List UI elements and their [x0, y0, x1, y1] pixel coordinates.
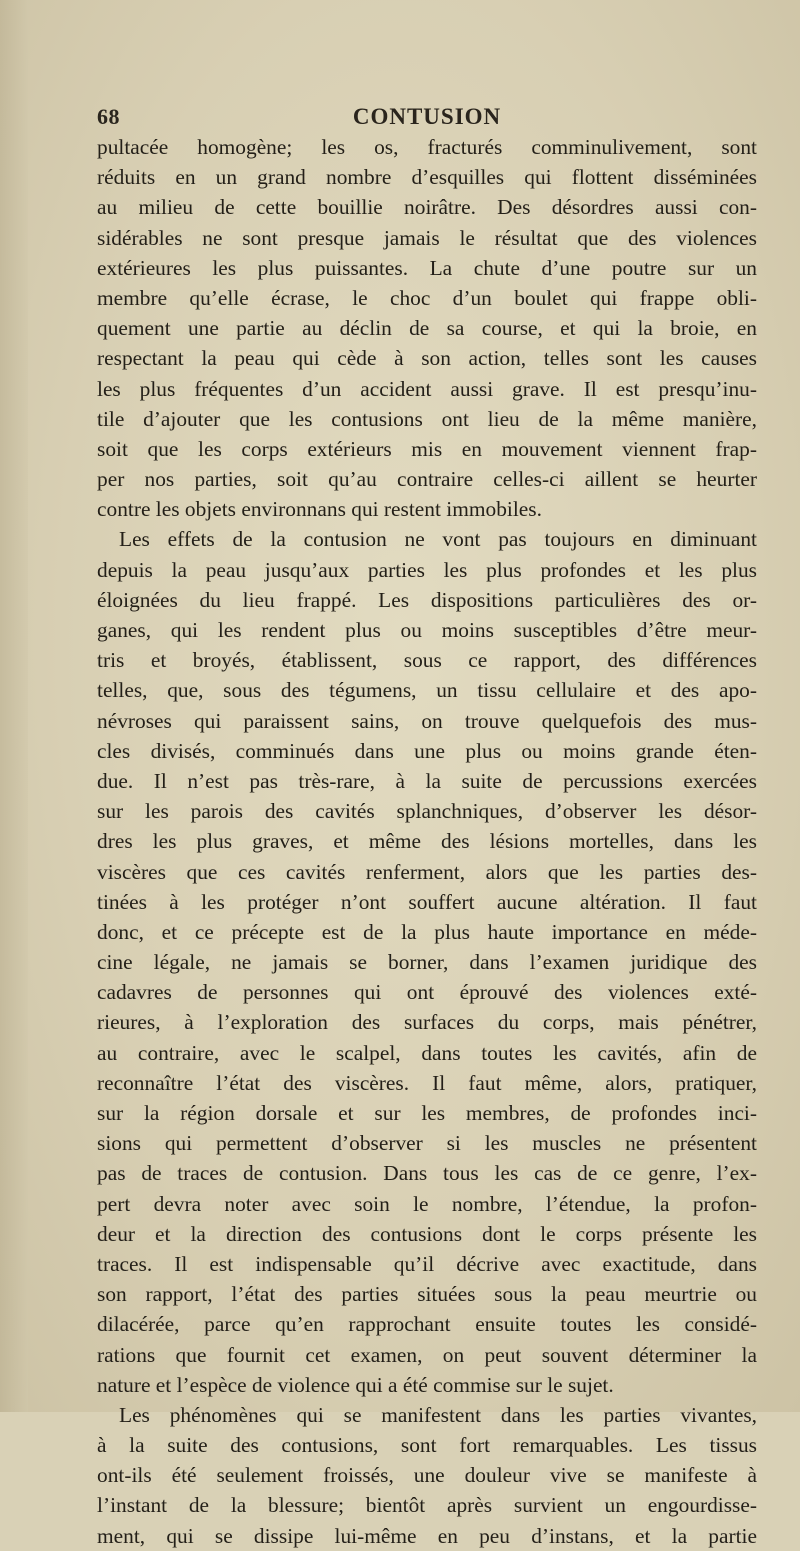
text-line: rieures, à l’exploration des surfaces du corps, mais pénétrer,	[97, 1010, 757, 1035]
text-line: nature et l’espèce de violence qui a été commise sur le sujet.	[97, 1372, 614, 1397]
text-line: à la suite des contusions, sont fort remarquables. Les tissus	[97, 1433, 757, 1458]
text-line: névroses qui paraissent sains, on trouve quelquefois des mus-	[97, 708, 757, 733]
body-text	[97, 132, 757, 1551]
text-line: due. Il n’est pas très-rare, à la suite de percussions exercées	[97, 768, 757, 793]
text-line: au milieu de cette bouillie noirâtre. Des désordres aussi con-	[97, 195, 757, 220]
text-line: tris et broyés, établissent, sous ce rapport, des différences	[97, 648, 757, 673]
text-line: ont-ils été seulement froissés, une douleur vive se manifeste à	[97, 1463, 757, 1488]
text-line: deur et la direction des contusions dont le corps présente les	[97, 1221, 757, 1246]
text-line: cles divisés, comminués dans une plus ou moins grande éten-	[97, 738, 757, 763]
text-line: sidérables ne sont presque jamais le résultat que des violences	[97, 225, 757, 250]
text-line: dres les plus graves, et même des lésions mortelles, dans les	[97, 829, 757, 854]
text-line: quement une partie au déclin de sa course, et qui la broie, en	[97, 316, 757, 341]
text-line: soit que les corps extérieurs mis en mouvement viennent frap-	[97, 436, 757, 461]
text-line: pert devra noter avec soin le nombre, l’étendue, la profon-	[97, 1191, 757, 1216]
text-line: les plus fréquentes d’un accident aussi grave. Il est presqu’inu-	[97, 376, 757, 401]
text-line: réduits en un grand nombre d’esquilles qui flottent disséminées	[97, 165, 757, 190]
text-line: ment, qui se dissipe lui-même en peu d’instans, et la partie	[97, 1523, 757, 1548]
text-line: pultacée homogène; les os, fracturés comminulivement, sont	[97, 135, 757, 159]
text-line: ganes, qui les rendent plus ou moins susceptibles d’être meur-	[97, 618, 757, 642]
text-line: per nos parties, soit qu’au contraire celles-ci aillent se heurter	[97, 467, 757, 492]
text-line: éloignées du lieu frappé. Les dispositions particulières des or-	[97, 587, 757, 612]
text-line: sur la région dorsale et sur les membres, de profondes inci-	[97, 1101, 757, 1125]
text-line: l’instant de la blessure; bientôt après survient un engourdisse-	[97, 1493, 757, 1518]
text-line: contre les objets environnans qui restent immobiles.	[97, 497, 542, 522]
text-line: cadavres de personnes qui ont éprouvé des violences exté-	[97, 980, 757, 1005]
text-line: telles, que, sous des tégumens, un tissu cellulaire et des apo-	[97, 678, 757, 703]
text-line: son rapport, l’état des parties situées sous la peau meurtrie ou	[97, 1282, 757, 1307]
text-line: Les phénomènes qui se manifestent dans les parties vivantes,	[119, 1402, 757, 1427]
page-gutter-shadow	[0, 0, 28, 1412]
text-line: au contraire, avec le scalpel, dans toutes les cavités, afin de	[97, 1040, 757, 1065]
running-title: CONTUSION	[352, 104, 502, 129]
text-line: pas de traces de contusion. Dans tous les cas de ce genre, l’ex-	[97, 1161, 757, 1186]
text-line: sur les parois des cavités splanchniques, d’observer les désor-	[97, 799, 757, 824]
text-line: sions qui permettent d’observer si les muscles ne présentent	[97, 1131, 757, 1156]
text-line: traces. Il est indispensable qu’il décrive avec exactitude, dans	[97, 1251, 757, 1276]
text-line: cine légale, ne jamais se borner, dans l’examen juridique des	[97, 950, 757, 975]
text-line: viscères que ces cavités renferment, alors que les parties des-	[97, 859, 757, 884]
text-line: rations que fournit cet examen, on peut souvent déterminer la	[97, 1342, 757, 1367]
text-line: respectant la peau qui cède à son action, telles sont les causes	[97, 346, 757, 371]
page-number: 68	[97, 104, 120, 129]
text-line: extérieures les plus puissantes. La chute d’une poutre sur un	[97, 255, 757, 280]
text-line: dilacérée, parce qu’en rapprochant ensuite toutes les considé-	[97, 1312, 757, 1337]
text-line: reconnaître l’état des viscères. Il faut même, alors, pratiquer,	[97, 1070, 757, 1095]
text-line: depuis la peau jusqu’aux parties les plus profondes et les plus	[97, 557, 757, 582]
text-line: tinées à les protéger n’ont souffert aucune altération. Il faut	[97, 889, 757, 914]
text-line: Les effets de la contusion ne vont pas toujours en diminuant	[119, 527, 757, 552]
text-line: donc, et ce précepte est de la plus haute importance en méde-	[97, 919, 757, 944]
text-line: membre qu’elle écrase, le choc d’un boulet qui frappe obli-	[97, 285, 757, 310]
text-line: tile d’ajouter que les contusions ont lieu de la même manière,	[97, 406, 757, 431]
